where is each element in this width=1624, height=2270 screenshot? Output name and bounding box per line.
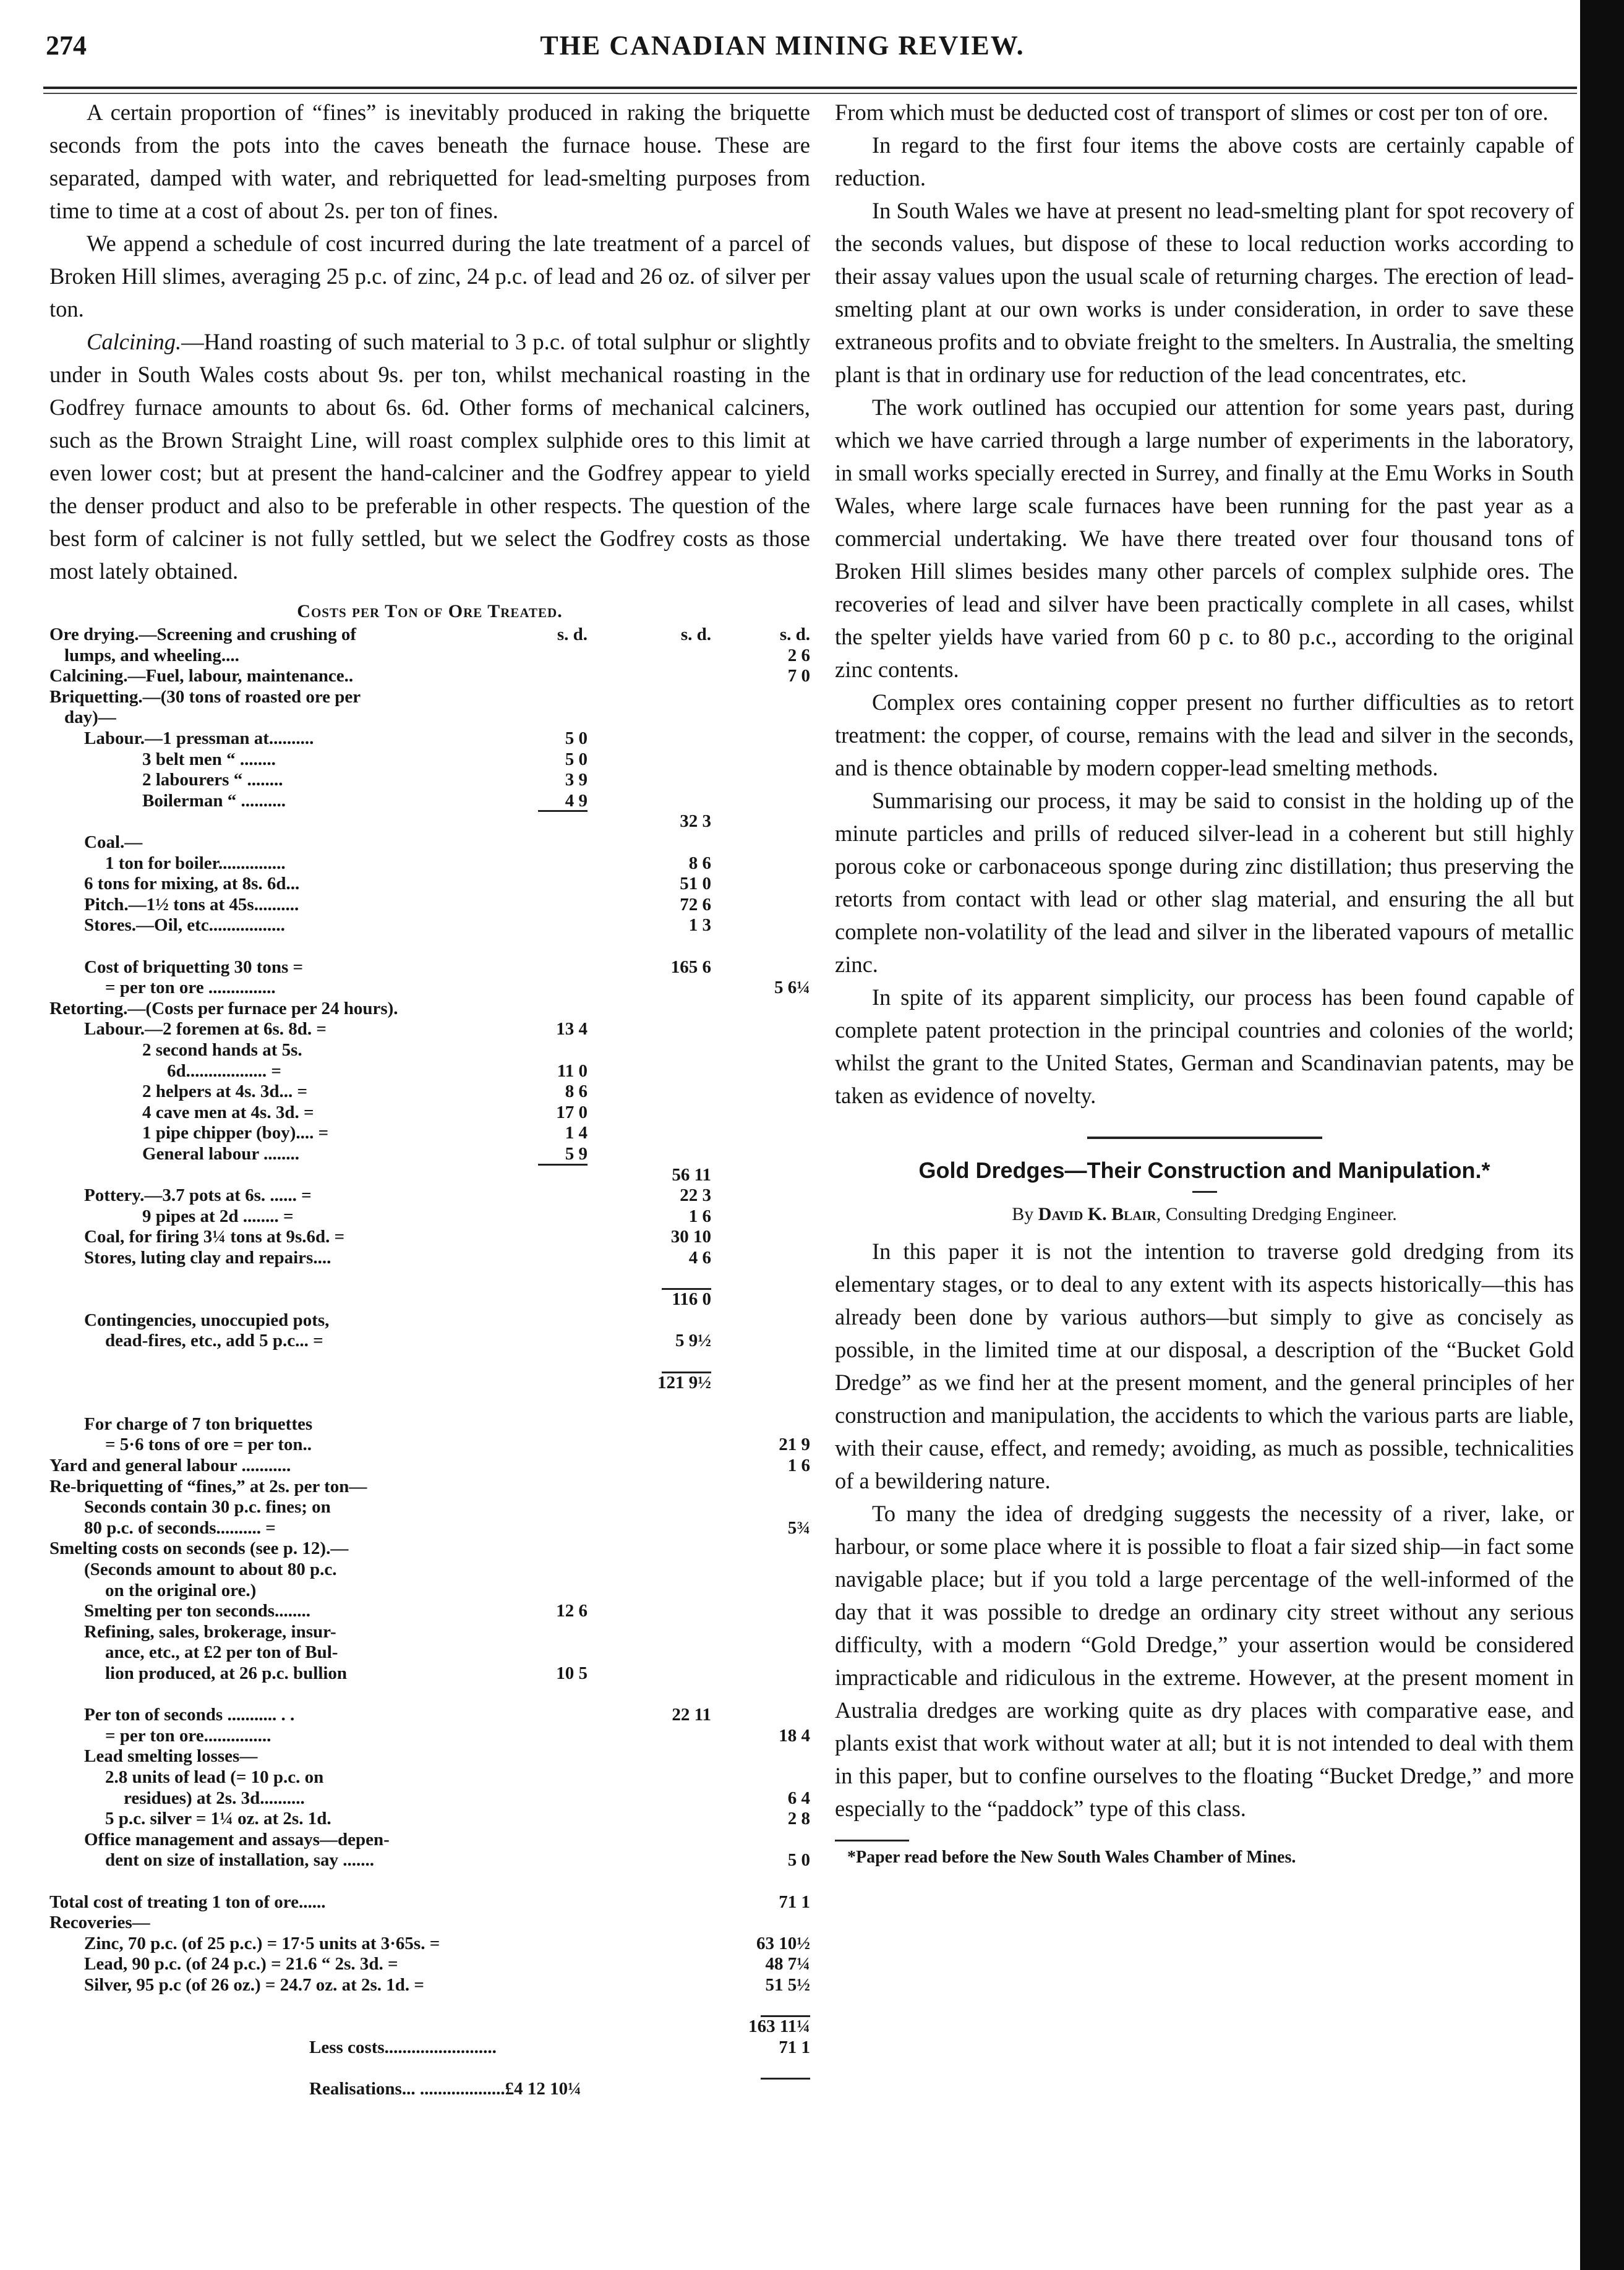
row-label: Briquetting.—(30 tons of roasted ore per <box>49 686 361 707</box>
row-amount-c2: 22 3 <box>680 1185 711 1206</box>
row-label: Pottery.—3.7 pots at 6s. ...... = <box>84 1185 312 1206</box>
row-amount-c3: 71 1 <box>779 1892 810 1912</box>
row-label: lumps, and wheeling.... <box>64 645 239 665</box>
costs-table-row <box>49 1373 810 1394</box>
costs-table-row <box>49 1289 810 1310</box>
costs-table-row <box>49 1663 810 1684</box>
row-amount-c3: 63 10½ <box>756 1933 810 1953</box>
row-amount-c1: 10 5 <box>556 1663 588 1683</box>
costs-table-title: Costs per Ton of Ore Treated. <box>297 601 563 621</box>
costs-table-row <box>49 1788 810 1809</box>
row-label: Calcining.—Fuel, labour, maintenance.. <box>49 666 354 686</box>
row-label: Refining, sales, brokerage, insur- <box>84 1621 336 1642</box>
row-amount-c3: 5 0 <box>787 1850 810 1871</box>
row-amount-c1: 5 0 <box>565 728 588 748</box>
row-label: 6 tons for mixing, at 8s. 6d... <box>84 874 300 894</box>
header-rule <box>43 87 1577 89</box>
costs-table-row <box>49 1871 810 1892</box>
row-label: 2 second hands at 5s. <box>142 1040 302 1060</box>
costs-table-row <box>49 811 810 832</box>
row-amount-c2: 121 9½ <box>657 1372 711 1393</box>
subtotal-rule <box>761 2078 810 2080</box>
costs-table-row <box>49 999 810 1020</box>
costs-table-row <box>49 895 810 916</box>
row-label: Recoveries— <box>49 1913 150 1933</box>
row-amount-c2: 165 6 <box>670 957 711 977</box>
row-label: Coal, for firing 3¼ tons at 9s.6d. = <box>84 1227 345 1247</box>
row-amount-c1: 11 0 <box>557 1060 588 1081</box>
costs-table-row <box>49 1435 810 1456</box>
costs-table-row <box>49 1954 810 1975</box>
row-amount-c1: 5 9 <box>565 1144 588 1164</box>
costs-table-row <box>49 1518 810 1539</box>
row-amount-c1: 13 4 <box>556 1019 588 1039</box>
row-amount-c3: 163 11¼ <box>748 2016 810 2037</box>
row-amount-c3: 6 4 <box>787 1788 810 1808</box>
row-amount-c2: 56 11 <box>672 1164 711 1185</box>
costs-table-row <box>49 1414 810 1435</box>
scan-edge-shadow <box>1580 0 1624 2270</box>
row-label: Contingencies, unoccupied pots, <box>84 1310 330 1330</box>
row-label: Stores, luting clay and repairs.... <box>84 1248 331 1268</box>
row-amount-c3: 5 6¼ <box>774 978 810 998</box>
costs-table-row <box>49 1497 810 1518</box>
costs-table-row <box>49 1622 810 1643</box>
footnote-rule <box>835 1840 909 1841</box>
paragraph-work-outlined: The work outlined has occupied our attention for some years past, during which we have carried through a large number of experiments in the laboratory, in small works specially erected in Surrey, and finally at the Emu Works in South Wales, where large scale furnaces have been running for the past year as a commercial undertaking. We have there treated over four thousand tons of Broken Hill slimes besides many other parcels of complex sulphide ores. The recoveries of lead and silver have been practically complete in all cases, whilst the spelter yields have varied from 60 p c. to 80 p.c., according to the original zinc contents. <box>835 395 1574 682</box>
title-rule <box>1192 1191 1217 1193</box>
row-label: Re-briquetting of “fines,” at 2s. per ton— <box>49 1476 367 1496</box>
costs-table-row <box>49 1975 810 1996</box>
row-amount-c2: 22 11 <box>672 1705 711 1725</box>
costs-table-row <box>49 1746 810 1767</box>
row-label: Ore drying.—Screening and crushing of <box>49 625 357 644</box>
costs-table-row <box>49 646 810 667</box>
row-amount-c1: 1 4 <box>565 1123 588 1143</box>
costs-table-row <box>49 1040 810 1061</box>
row-label: ance, etc., at £2 per ton of Bul- <box>105 1642 338 1663</box>
costs-table-row <box>49 666 810 687</box>
costs-table-row <box>49 1705 810 1726</box>
page-header <box>37 25 1528 68</box>
subtotal-rule <box>662 1372 711 1373</box>
costs-table-row <box>49 1165 810 1186</box>
costs-table-row <box>49 707 810 728</box>
row-amount-c2: 4 6 <box>688 1248 711 1268</box>
costs-table-row <box>49 749 810 770</box>
row-label: Smelting costs on seconds (see p. 12).— <box>49 1538 349 1559</box>
row-amount-c1: 17 0 <box>556 1102 588 1122</box>
costs-table-row <box>49 1892 810 1913</box>
row-label: 2 helpers at 4s. 3d... = <box>142 1082 308 1102</box>
paragraph-fines: A certain proportion of “fines” is inevitably produced in raking the briquette seconds from the pots into the caves beneath the furnace house. These are separated, damped with water, and rebriquetted for lead-smelting purposes from time to time at a cost of about 2s. per ton of fines. <box>49 100 810 223</box>
row-label: 9 pipes at 2d ........ = <box>142 1206 294 1226</box>
costs-table-row <box>49 1393 810 1414</box>
row-amount-c1: s. d. <box>557 625 588 644</box>
costs-table-row <box>49 1269 810 1290</box>
row-label: day)— <box>64 707 116 728</box>
costs-table-row <box>49 1809 810 1830</box>
row-amount-c3: 5¾ <box>787 1517 810 1538</box>
row-label: Labour.—2 foremen at 6s. 8d. = <box>84 1019 327 1039</box>
section-divider <box>1087 1137 1322 1139</box>
row-amount-c2: 32 3 <box>680 811 711 832</box>
footnote: *Paper read before the New South Wales Chamber of Mines. <box>847 1848 1296 1867</box>
costs-table-row <box>49 1061 810 1082</box>
costs-table-row <box>49 915 810 936</box>
article-title: Gold Dredges—Their Construction and Manipulation.* <box>918 1158 1490 1183</box>
subtotal-rule <box>538 810 588 812</box>
paragraph-south-wales: In South Wales we have at present no lead-smelting plant for spot recovery of the seconds values, but dispose of these to local reduction works according to their assay values upon the usual scale of returning charges. The erection of lead-smelting plant at our own works is under consideration, in order to save these extraneous profits and to obviate freight to the smelters. In Australia, the smelting plant is that in ordinary use for reduction of the lead concentrates, etc. <box>835 198 1574 387</box>
costs-table-row <box>49 1123 810 1144</box>
paragraph-calcining <box>49 325 810 587</box>
costs-table-row <box>49 1560 810 1581</box>
row-label: 2.8 units of lead (= 10 p.c. on <box>105 1767 324 1787</box>
row-label: Yard and general labour ........... <box>49 1456 291 1475</box>
costs-table-row <box>49 1538 810 1560</box>
row-label: 5 p.c. silver = 1¼ oz. at 2s. 1d. <box>105 1809 331 1829</box>
row-amount-c3: 51 5½ <box>765 1975 810 1995</box>
subtotal-rule <box>761 2015 810 2017</box>
row-label: Coal.— <box>84 832 143 852</box>
row-label: residues) at 2s. 3d.......... <box>124 1788 305 1808</box>
row-label: 1 ton for boiler............... <box>105 853 286 873</box>
costs-table-row <box>49 853 810 874</box>
row-label: Smelting per ton seconds........ <box>84 1601 311 1621</box>
row-amount-c3: 21 9 <box>779 1435 810 1455</box>
row-label: 1 pipe chipper (boy).... = <box>142 1123 329 1143</box>
row-label: dead-fires, etc., add 5 p.c... = <box>105 1331 323 1351</box>
costs-table-row <box>49 728 810 749</box>
row-label: Total cost of treating 1 ton of ore...... <box>49 1892 326 1912</box>
row-amount-c3: s. d. <box>779 625 810 644</box>
row-label: Realisations... ...................£4 12 10¼ <box>309 2079 581 2099</box>
row-label: Zinc, 70 p.c. (of 25 p.c.) = 17·5 units at 3·65s. = <box>84 1933 440 1953</box>
byline <box>835 1204 1574 1225</box>
row-label: dent on size of installation, say ....... <box>105 1850 375 1871</box>
costs-table-row <box>49 1850 810 1871</box>
row-amount-c3: 7 0 <box>787 666 810 686</box>
row-label: 2 labourers “ ........ <box>142 770 283 790</box>
row-label: on the original ore.) <box>105 1580 257 1600</box>
costs-table-row <box>49 936 810 957</box>
paragraph-deduction: From which must be deducted cost of transport of slimes or cost per ton of ore. <box>835 100 1549 125</box>
calcining-text: —Hand roasting of such material to 3 p.c. of total sulphur or slightly under in South Wales costs about 9s. per ton, whilst mechanical roasting in the Godfrey furnace amounts to about 6s. 6d. Other forms of mechanical calciners, such as the Brown Straight Line, will roast complex sulphide ores to this limit at even lower cost; but at present the hand-calciner and the Godfrey appear to yield the denser product and also to be preferable in other respects. The question of the best form of calciner is not fully settled, but we select the Godfrey costs as those most lately obtained. <box>49 329 810 584</box>
row-amount-c3: 48 7¼ <box>765 1954 810 1974</box>
row-label: Labour.—1 pressman at.......... <box>84 728 314 748</box>
article-paragraph-dredging: To many the idea of dredging suggests the necessity of a river, lake, or harbour, or some place where it is possible to float a fair sized ship—in fact some navigable place; but if you told a large percentage of the well-informed of the day that it was possible to dredge an ordinary city street without any serious difficulty, with a modern “Gold Dredge,” your assertion would be considered impracticable and ridiculous in the extreme. However, at the present moment in Australia dredges are working quite as dry places with comparative ease, and plants exist that work without water at all; but it is not intended to deal with them in this paper, but to confine ourselves to the floating “Bucket Dredge,” and more especially to the “paddock” type of this class. <box>835 1501 1574 1821</box>
costs-table-row <box>49 1830 810 1851</box>
row-amount-c2: 30 10 <box>670 1227 711 1247</box>
row-label: Seconds contain 30 p.c. fines; on <box>84 1497 331 1517</box>
author-name: David K. Blair <box>1038 1204 1156 1224</box>
costs-table-row <box>49 1331 810 1352</box>
row-amount-c3: 18 4 <box>779 1725 810 1746</box>
costs-table-row <box>49 625 810 646</box>
costs-table-row <box>49 1642 810 1663</box>
row-label: 6d.................. = <box>167 1060 281 1081</box>
row-label: = per ton ore ............... <box>105 978 276 998</box>
costs-table-row <box>49 957 810 978</box>
row-amount-c3: 1 6 <box>787 1456 810 1475</box>
costs-table-row <box>49 2079 810 2100</box>
row-label: Stores.—Oil, etc................. <box>84 915 285 936</box>
costs-table-row <box>49 1310 810 1331</box>
row-label: Silver, 95 p.c (of 26 oz.) = 24.7 oz. at 2s. 1d. = <box>84 1975 424 1995</box>
row-label: (Seconds amount to about 80 p.c. <box>84 1560 337 1579</box>
costs-table-row <box>49 1934 810 1955</box>
costs-table-row <box>49 1913 810 1934</box>
row-amount-c1: 5 0 <box>565 749 588 769</box>
costs-table-row <box>49 1996 810 2017</box>
row-label: Lead smelting losses— <box>84 1746 258 1767</box>
row-label: Cost of briquetting 30 tons = <box>84 957 304 977</box>
costs-table-row <box>49 1601 810 1622</box>
row-amount-c3: 71 1 <box>779 2037 810 2057</box>
row-amount-c2: 1 6 <box>688 1206 711 1226</box>
row-label: Retorting.—(Costs per furnace per 24 hours). <box>49 998 398 1018</box>
row-label: For charge of 7 ton briquettes <box>84 1414 313 1434</box>
costs-table-row <box>49 2016 810 2037</box>
row-label: = 5·6 tons of ore = per ton.. <box>105 1435 312 1455</box>
calcining-lead: Calcining. <box>87 329 182 354</box>
row-label: Boilerman “ .......... <box>142 790 286 811</box>
costs-table-row <box>49 1767 810 1788</box>
costs-table-row <box>49 1726 810 1747</box>
costs-table-row <box>49 874 810 895</box>
row-amount-c1: 12 6 <box>556 1601 588 1621</box>
paragraph-summary: Summarising our process, it may be said to consist in the holding up of the minute particles and prills of reduced silver-lead in a coherent but still highly porous coke or carbonaceous sponge during zinc distillation; thus preserving the retorts from contact with lead or other slag material, and ensuring the all but complete non-volatility of the lead and silver in the liberated vapours of metallic zinc. <box>835 788 1574 977</box>
byline-suffix: , Consulting Dredging Engineer. <box>1156 1204 1397 1224</box>
running-title: THE CANADIAN MINING REVIEW. <box>540 30 1025 61</box>
costs-table-row <box>49 2037 810 2059</box>
costs-table-row <box>49 2058 810 2079</box>
paragraph-patents: In spite of its apparent simplicity, our process has been found capable of complete patent protection in the principal countries and colonies of the world; whilst the grant to the United States, German and Scandinavian patents, may be taken as evidence of novelty. <box>835 984 1574 1108</box>
costs-table-row <box>49 1227 810 1248</box>
right-column <box>835 96 1574 1867</box>
costs-table-row <box>49 1144 810 1165</box>
row-amount-c3: 2 8 <box>787 1809 810 1829</box>
row-label: 80 p.c. of seconds.......... = <box>84 1517 276 1538</box>
page-number: 274 <box>46 30 87 61</box>
costs-table-row <box>49 1185 810 1206</box>
row-amount-c1: 8 6 <box>565 1082 588 1102</box>
paragraph-schedule-intro: We append a schedule of cost incurred during the late treatment of a parcel of Broken Hill slimes, averaging 25 p.c. of zinc, 24 p.c. of lead and 26 oz. of silver per ton. <box>49 231 810 322</box>
row-amount-c1: 3 9 <box>565 770 588 790</box>
subtotal-rule <box>538 1164 588 1166</box>
row-label: 3 belt men “ ........ <box>142 749 276 769</box>
row-amount-c1: 4 9 <box>565 790 588 811</box>
row-amount-c2: 1 3 <box>688 915 711 936</box>
costs-table-row <box>49 978 810 999</box>
costs-table-row <box>49 791 810 812</box>
costs-table-row <box>49 1019 810 1040</box>
costs-table-row <box>49 1684 810 1705</box>
row-amount-c2: s. d. <box>680 625 711 644</box>
row-amount-c2: 72 6 <box>680 894 711 915</box>
row-label: Per ton of seconds ........... . . <box>84 1705 295 1725</box>
article-paragraph-intro: In this paper it is not the intention to traverse gold dredging from its elementary stages, or to deal to any extent with its aspects historically—this has already been done by various authors—but simply to give as concisely as possible, in the limited time at our disposal, a description of the “Bucket Gold Dredge” as we find her at the present moment, and the general principles of her construction and manipulation, the accidents to which the various parts are liable, with their cause, effect, and remedy; avoiding, as much as possible, technicalities of a bewildering nature. <box>835 1239 1574 1493</box>
costs-table-row <box>49 1352 810 1373</box>
row-label: lion produced, at 26 p.c. bullion <box>105 1663 348 1683</box>
costs-table-row <box>49 1456 810 1477</box>
costs-table-row <box>49 1103 810 1124</box>
row-label: 4 cave men at 4s. 3d. = <box>142 1102 314 1122</box>
costs-table <box>49 625 810 2099</box>
row-amount-c2: 5 9½ <box>675 1331 711 1351</box>
byline-prefix: By <box>1012 1204 1038 1224</box>
costs-table-row <box>49 832 810 853</box>
left-column <box>49 96 810 2099</box>
paragraph-copper-ores: Complex ores containing copper present no further difficulties as to retort treatment: the copper, of course, remains with the lead and silver in the seconds, and is thence obtainable by modern copper-lead smelting methods. <box>835 689 1574 780</box>
row-label: General labour ........ <box>142 1144 300 1164</box>
row-amount-c2: 51 0 <box>680 874 711 894</box>
row-amount-c3: 2 6 <box>787 645 810 665</box>
row-label: Office management and assays—depen- <box>84 1829 390 1850</box>
costs-table-row <box>49 1206 810 1227</box>
subtotal-rule <box>662 1288 711 1290</box>
costs-table-row <box>49 1248 810 1269</box>
row-label: = per ton ore............... <box>105 1725 271 1746</box>
costs-table-row <box>49 1477 810 1498</box>
row-label: Lead, 90 p.c. (of 24 p.c.) = 21.6 “ 2s. 3d. = <box>84 1954 398 1974</box>
header-rule-secondary <box>43 93 1577 94</box>
row-amount-c2: 116 0 <box>672 1289 711 1310</box>
row-label: Less costs......................... <box>309 2037 497 2057</box>
costs-table-row <box>49 1082 810 1103</box>
costs-table-row <box>49 770 810 791</box>
row-amount-c2: 8 6 <box>688 853 711 873</box>
costs-table-row <box>49 687 810 708</box>
row-label: Pitch.—1½ tons at 45s.......... <box>84 894 299 915</box>
paragraph-reduction: In regard to the first four items the above costs are certainly capable of reduction. <box>835 132 1574 190</box>
costs-table-row <box>49 1581 810 1602</box>
